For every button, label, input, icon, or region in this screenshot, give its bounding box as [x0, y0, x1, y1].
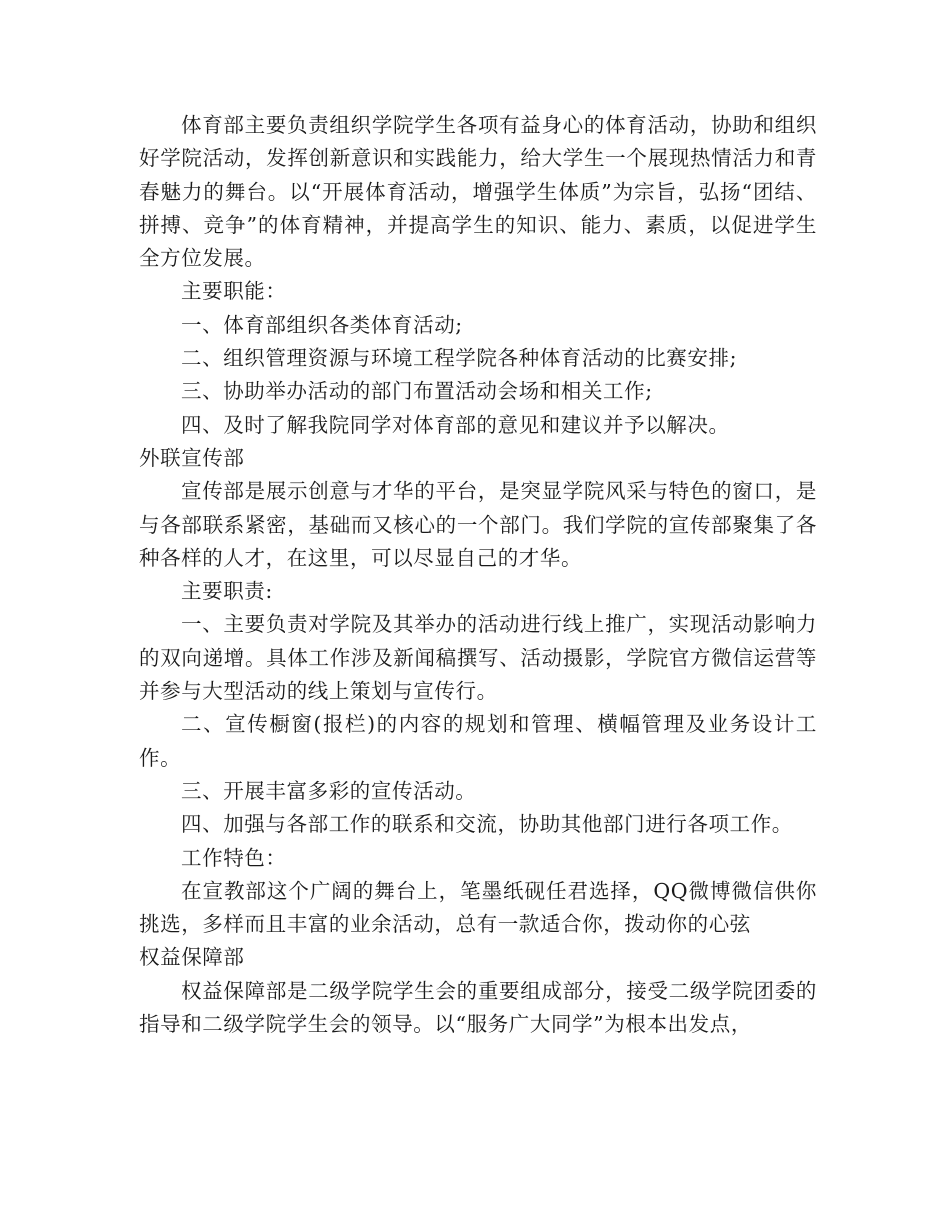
paragraph-publicity-duty-1: 一、主要负责对学院及其举办的活动进行线上推广，实现活动影响力的双向递增。具体工作涉及新闻稿撰写、活动摄影，学院官方微信运营等并参与大型活动的线上策划与宣传行。: [139, 612, 817, 704]
paragraph-rights-intro: 权益保障部是二级学院学生会的重要组成部分，接受二级学院团委的指导和二级学院学生会的领导。以“服务广大同学”为根本出发点，: [139, 978, 817, 1037]
document-body: [139, 109, 817, 1041]
paragraph-sports-function-3: 三、协助举办活动的部门布置活动会场和相关工作;: [181, 379, 653, 404]
paragraph-publicity-duty-4: 四、加强与各部工作的联系和交流，协助其他部门进行各项工作。: [181, 812, 793, 837]
paragraph-publicity-duties-heading: 主要职责:: [181, 579, 273, 604]
paragraph-publicity-features: 在宣教部这个广阔的舞台上，笔墨纸砚任君选择，QQ微博微信供你挑选，多样而且丰富的业余活动，总有一款适合你，拨动你的心弦: [139, 878, 817, 937]
paragraph-publicity-duty-2: 二、宣传橱窗(报栏)的内容的规划和管理、横幅管理及业务设计工作。: [139, 712, 817, 770]
paragraph-publicity-features-heading: 工作特色：: [181, 845, 287, 870]
paragraph-sports-function-4: 四、及时了解我院同学对体育部的意见和建议并予以解决。: [181, 412, 730, 437]
paragraph-sports-function-1: 一、体育部组织各类体育活动;: [181, 312, 463, 337]
section-heading-publicity: 外联宣传部: [139, 445, 245, 470]
paragraph-sports-functions-heading: 主要职能：: [181, 279, 287, 304]
paragraph-sports-intro: 体育部主要负责组织学院学生各项有益身心的体育活动，协助和组织好学院活动，发挥创新意识和实践能力，给大学生一个展现热情活力和青春魅力的舞台。以“开展体育活动，增强学生体质”为宗旨，弘扬“团结、拼搏、竞争”的体育精神，并提高学生的知识、能力、素质，以促进学生全方位发展。: [139, 113, 817, 271]
section-heading-rights: 权益保障部: [139, 945, 245, 970]
paragraph-publicity-intro: 宣传部是展示创意与才华的平台，是突显学院风采与特色的窗口，是与各部联系紧密，基础而又核心的一个部门。我们学院的宣传部聚集了各种各样的人才，在这里，可以尽显自己的才华。: [139, 479, 817, 570]
paragraph-sports-function-2: 二、组织管理资源与环境工程学院各种体育活动的比赛安排;: [181, 346, 738, 371]
paragraph-publicity-duty-3: 三、开展丰富多彩的宣传活动。: [181, 778, 477, 803]
